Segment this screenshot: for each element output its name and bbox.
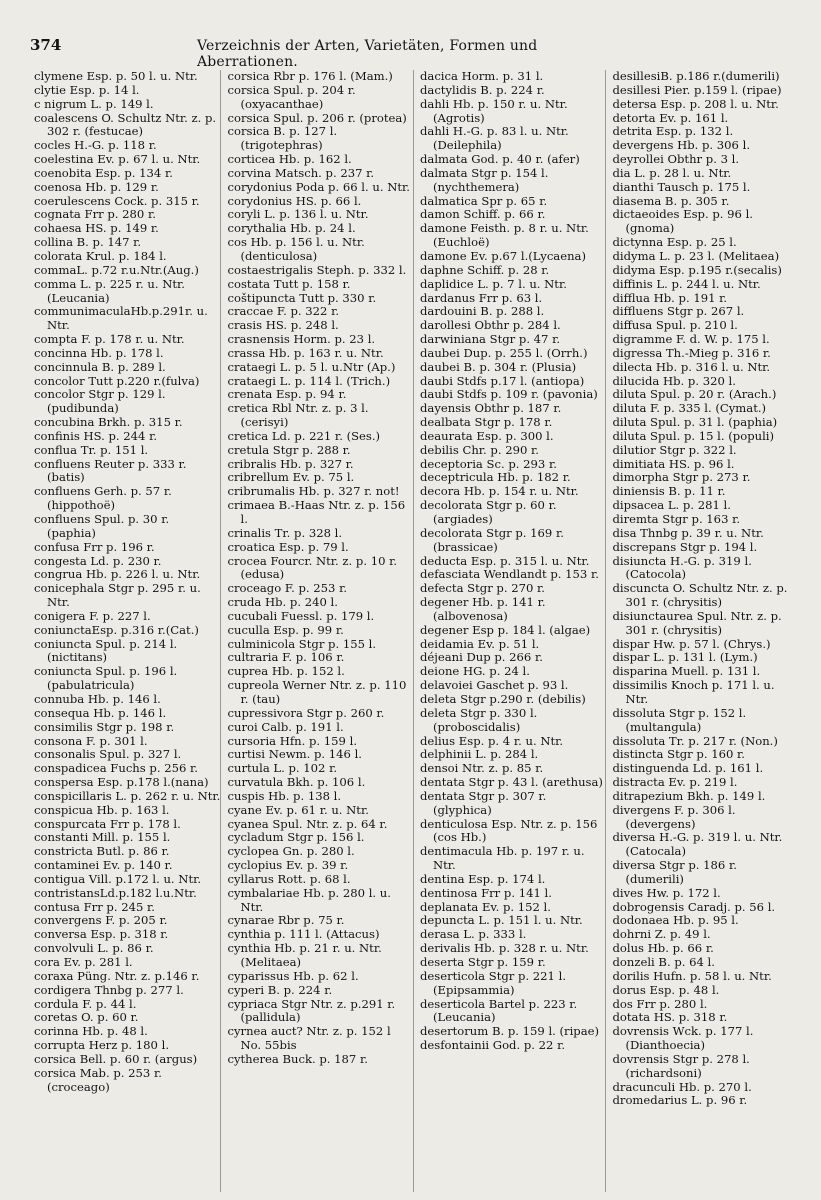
index-entry: deceptoria Sc. p. 293 r. (419, 456, 557, 471)
index-entry: confinis HS. p. 244 r. (34, 428, 158, 443)
index-entry: diversa H.-G. p. 319 l. u. Ntr. (Catocala) (612, 830, 783, 859)
index-entry: daubei Dup. p. 255 l. (Orrh.) (419, 345, 588, 360)
index-entry: defecta Stgr p. 270 r. (419, 581, 545, 596)
index-entry: concinna Hb. p. 178 l. (34, 345, 164, 360)
index-entry: deserticola Stgr p. 221 l. (Epipsammia) (419, 968, 567, 997)
index-entry: devergens Hb. p. 306 l. (612, 138, 751, 153)
index-entry: concubina Brkh. p. 315 r. (34, 415, 183, 430)
index-entry: clymene Esp. p. 50 l. u. Ntr. (34, 70, 198, 83)
index-entry: delavoiei Gaschet p. 93 l. (419, 678, 569, 693)
index-entry: corinna Hb. p. 48 l. (34, 1024, 148, 1039)
index-entry: detrita Esp. p. 132 l. (612, 124, 734, 139)
index-entry: derivalis Hb. p. 328 r. u. Ntr. (419, 941, 589, 956)
index-entry: cretica Ld. p. 221 r. (Ses.) (227, 428, 381, 443)
index-entry: cretula Stgr p. 288 r. (227, 442, 351, 457)
index-entry: curvatula Bkh. p. 106 l. (227, 775, 366, 790)
index-entry: dovrensis Wck. p. 177 l. (Dianthoecia) (612, 1024, 754, 1053)
index-entry: dissoluta Stgr p. 152 l. (multangula) (612, 705, 747, 734)
index-entry: cyrnea auct? Ntr. z. p. 152 l No. 55bis (227, 1024, 391, 1053)
index-entry: confluens Reuter p. 333 r. (batis) (34, 456, 187, 485)
index-column-4 (605, 70, 798, 1192)
index-entry: diluta Spul. p. 15 l. (populi) (612, 428, 775, 443)
index-entry: denticulosa Esp. Ntr. z. p. 156 (cos Hb.) (419, 816, 598, 845)
index-entry: cycladum Stgr p. 156 l. (227, 830, 365, 845)
index-entry: disiuncta H.-G. p. 319 l. (Catocola) (612, 553, 752, 582)
index-entry: dilecta Hb. p. 316 l. u. Ntr. (612, 359, 771, 374)
index-entry: distracta Ev. p. 219 l. (612, 775, 738, 790)
index-entry: contigua Vill. p.172 l. u. Ntr. (34, 871, 202, 886)
index-entry: dilutior Stgr p. 322 l. (612, 442, 737, 457)
index-entry: cyanea Spul. Ntr. z. p. 64 r. (227, 816, 388, 831)
index-entry: curtisi Newm. p. 146 l. (227, 747, 362, 762)
index-entry: deserta Stgr p. 159 r. (419, 955, 546, 969)
index-entry: diversa Stgr p. 186 r. (dumerili) (612, 858, 737, 886)
index-entry: dentata Stgr p. 307 r. (glyphica) (419, 788, 547, 817)
index-entry: dentinosa Frr p. 141 l. (419, 885, 552, 900)
index-entry: convolvuli L. p. 86 r. (34, 941, 154, 956)
index-entry: deserticola Bartel p. 223 r. (Leucania) (419, 996, 578, 1025)
index-entry: cultraria F. p. 106 r. (227, 650, 345, 665)
index-entry: deyrollei Obthr p. 3 l. (612, 152, 740, 167)
running-title: Verzeichnis der Arten, Varietäten, Formen und Aberrationen. (196, 38, 538, 70)
index-entry: didyma L. p. 23 l. (Melitaea) (612, 248, 780, 263)
index-entry: dromedarius L. p. 96 r. (612, 1093, 748, 1108)
index-entry: coštipuncta Tutt p. 330 r. (227, 290, 377, 305)
index-entry: depuncta L. p. 151 l. u. Ntr. (419, 913, 583, 928)
index-entry: coniuncta Spul. p. 196 l. (pabulatricula) (34, 664, 178, 693)
index-entry: convergens F. p. 205 r. (34, 913, 168, 928)
index-entry: conicephala Stgr p. 295 r. u. Ntr. (34, 581, 201, 610)
index-entry: dalmatica Spr p. 65 r. (419, 193, 548, 208)
index-entry: corsica B. p. 127 l. (trigotephras) (227, 124, 338, 153)
index-entry: dacica Horm. p. 31 l. (419, 70, 544, 83)
index-entry: degener Hb. p. 141 r. (albovenosa) (419, 595, 546, 623)
index-entry: deducta Esp. p. 315 l. u. Ntr. (419, 553, 590, 568)
index-entry: dipsacea L. p. 281 l. (612, 498, 731, 513)
index-entry: damone Feisth. p. 8 r. u. Ntr. (Euchloë) (419, 221, 589, 250)
index-column-3 (413, 70, 606, 1192)
index-entry: concolor Tutt p.220 r.(fulva) (34, 373, 200, 388)
index-entry: contaminei Ev. p. 140 r. (34, 858, 173, 873)
index-entry: diluta F. p. 335 l. (Cymat.) (612, 401, 767, 416)
index-entry: connuba Hb. p. 146 l. (34, 691, 161, 706)
index-entry: discuncta O. Schultz Ntr. z. p. 301 r. (chrysitis) (612, 581, 788, 610)
index-entry: dianthi Tausch p. 175 l. (612, 179, 751, 194)
index-entry: desillesi Pier. p.159 l. (ripae) (612, 82, 782, 97)
index-entry: collina B. p. 147 r. (34, 235, 142, 250)
index-entry: dohrni Z. p. 49 l. (612, 927, 711, 942)
index-entry: crocea Fourcr. Ntr. z. p. 10 r. (edusa) (227, 553, 398, 582)
index-entry: cupreola Werner Ntr. z. p. 110 r. (tau) (227, 678, 407, 706)
index-entry: ditrapezium Bkh. p. 149 l. (612, 788, 766, 803)
index-entry: déjeani Dup p. 266 r. (419, 650, 543, 665)
index-entry: daplidice L. p. 7 l. u. Ntr. (419, 276, 567, 291)
index-entry: diffluens Stgr p. 267 l. (612, 304, 745, 319)
index-entry: cynthia p. 111 l. (Attacus) (227, 927, 380, 942)
index-entry: dracunculi Hb. p. 270 l. (612, 1079, 752, 1094)
index-entry: deleta Stgr p.290 r. (debilis) (419, 691, 586, 706)
index-entry: dayensis Obthr p. 187 r. (419, 401, 562, 416)
index-entry: diffusa Spul. p. 210 l. (612, 318, 738, 333)
index-entry: cyclopea Gn. p. 280 l. (227, 844, 355, 859)
index-entry: distinguenda Ld. p. 161 l. (612, 761, 764, 776)
index-entry: decolorata Stgr p. 60 r. (argiades) (419, 498, 557, 526)
index-entry: diasema B. p. 305 r. (612, 193, 730, 208)
index-entry: craccae F. p. 322 r. (227, 304, 340, 319)
index-entry: consonalis Spul. p. 327 l. (34, 747, 182, 762)
index-entry: curoi Calb. p. 191 l. (227, 719, 344, 734)
index-entry: conspurcata Frr p. 178 l. (34, 816, 181, 831)
index-entry: damon Schiff. p. 66 r. (419, 207, 546, 222)
index-entry: cuspis Hb. p. 138 l. (227, 788, 342, 803)
index-entry: daubi Stdfs p. 109 r. (pavonia) (419, 387, 598, 402)
index-entry: diremta Stgr p. 163 r. (612, 512, 741, 526)
index-entry: dilucida Hb. p. 320 l. (612, 373, 736, 388)
index-entry: delphinii L. p. 284 l. (419, 747, 539, 762)
index-entry: consequa Hb. p. 146 l. (34, 705, 167, 720)
index-entry: croceago F. p. 253 r. (227, 581, 348, 596)
index-entry: desfontainii God. p. 22 r. (419, 1038, 566, 1053)
index-entry: coretas O. p. 60 r. (34, 1010, 139, 1025)
index-entry: densoi Ntr. z. p. 85 r. (419, 761, 544, 776)
index-entry: compta F. p. 178 r. u. Ntr. (34, 332, 185, 347)
index-entry: crimaea B.-Haas Ntr. z. p. 156 l. (227, 498, 406, 526)
index-entry: dolus Hb. p. 66 r. (612, 941, 714, 956)
index-entry: dictaeoides Esp. p. 96 l. (gnoma) (612, 207, 753, 236)
index-entry: degener Esp p. 184 l. (algae) (419, 622, 591, 637)
index-entry: contristansLd.p.182 l.u.Ntr. (34, 885, 197, 900)
index-entry: coerulescens Cock. p. 315 r. (34, 193, 200, 208)
index-entry: daphne Schiff. p. 28 r. (419, 262, 550, 277)
index-entry: cretica Rbl Ntr. z. p. 3 l. (cerisyi) (227, 401, 369, 430)
index-entry: cora Ev. p. 281 l. (34, 955, 133, 969)
index-entry: deceptricula Hb. p. 182 r. (419, 470, 571, 485)
index-entry: confluens Gerh. p. 57 r. (hippothoë) (34, 484, 172, 513)
index-entry: corythalia Hb. p. 24 l. (227, 221, 356, 236)
index-entry: darwiniana Stgr p. 47 r. (419, 332, 561, 347)
index-entry: discrepans Stgr p. 194 l. (612, 539, 758, 554)
index-entry: dentata Stgr p. 43 l. (arethusa) (419, 775, 603, 790)
index-entry: corydonius Poda p. 66 l. u. Ntr. (227, 179, 410, 194)
index-entry: cytherea Buck. p. 187 r. (227, 1051, 368, 1066)
index-entry: cordula F. p. 44 l. (34, 996, 137, 1011)
index-entry: cuculla Esp. p. 99 r. (227, 622, 344, 637)
index-entry: deleta Stgr p. 330 l. (proboscidalis) (419, 705, 538, 734)
index-entry: coryli L. p. 136 l. u. Ntr. (227, 207, 369, 222)
index-entry: deidamia Ev. p. 51 l. (419, 636, 540, 651)
index-entry: cymbalariae Hb. p. 280 l. u. Ntr. (227, 885, 391, 914)
index-entry: comma L. p. 225 r. u. Ntr. (Leucania) (34, 276, 185, 305)
index-entry: debilis Chr. p. 290 r. (419, 442, 539, 457)
index-entry: dentimacula Hb. p. 197 r. u. Ntr. (419, 844, 585, 873)
index-entry: crataegi L. p. 5 l. u.Ntr (Ap.) (227, 359, 396, 374)
index-entry: cruda Hb. p. 240 l. (227, 595, 338, 610)
index-entry: colorata Krul. p. 184 l. (34, 248, 167, 263)
index-entry: digramme F. d. W. p. 175 l. (612, 332, 770, 347)
index-entry: coniunctaEsp. p.316 r.(Cat.) (34, 622, 199, 637)
page-header (30, 36, 630, 70)
index-entry: daubi Stdfs p.17 l. (antiopa) (419, 373, 585, 388)
index-entry: didyma Esp. p.195 r.(secalis) (612, 262, 782, 277)
index-entry: confluens Spul. p. 30 r. (paphia) (34, 512, 170, 540)
index-entry: cynarae Rbr p. 75 r. (227, 913, 345, 928)
index-entry: dalmata God. p. 40 r. (afer) (419, 152, 580, 167)
index-entry: dardouini B. p. 288 l. (419, 304, 545, 319)
index-entry: consimilis Stgr p. 198 r. (34, 719, 175, 734)
index-entry: crasis HS. p. 248 l. (227, 318, 339, 333)
index-entry: corsica Spul. p. 206 r. (protea) (227, 110, 407, 125)
index-entry: congesta Ld. p. 230 r. (34, 553, 162, 568)
index-entry: constanti Mill. p. 155 l. (34, 830, 171, 845)
index-entry: dia L. p. 28 l. u. Ntr. (612, 165, 732, 180)
index-entry: constricta Butl. p. 86 r. (34, 844, 170, 859)
index-entry: cognata Frr p. 280 r. (34, 207, 156, 222)
index-entry: congrua Hb. p. 226 l. u. Ntr. (34, 567, 201, 582)
index-entry: dives Hw. p. 172 l. (612, 885, 721, 900)
index-entry: detorta Ev. p. 161 l. (612, 110, 729, 125)
index-entry: diluta Spul. p. 31 l. (paphia) (612, 415, 778, 430)
index-entry: dactylidis B. p. 224 r. (419, 82, 545, 97)
index-entry: desillesiB. p.186 r.(dumerili) (612, 70, 780, 83)
index-entry: conspersa Esp. p.178 l.(nana) (34, 775, 209, 790)
index-entry: corsica Rbr p. 176 l. (Mam.) (227, 70, 393, 83)
index-entry: coelestina Ev. p. 67 l. u. Ntr. (34, 152, 201, 167)
index-entry: corvina Matsch. p. 237 r. (227, 165, 375, 180)
index-entry: conspadicea Fuchs p. 256 r. (34, 761, 198, 776)
index-entry: disiunctaurea Spul. Ntr. z. p. 301 r. (chrysitis) (612, 608, 782, 637)
index-entry: cuprea Hb. p. 152 l. (227, 664, 345, 679)
index-entry: decora Hb. p. 154 r. u. Ntr. (419, 484, 579, 499)
index-entry: cocles H.-G. p. 118 r. (34, 138, 157, 153)
index-entry: decolorata Stgr p. 169 r. (brassicae) (419, 525, 564, 554)
index-entry: delius Esp. p. 4 r. u. Ntr. (419, 733, 564, 748)
index-entry: diluta Spul. p. 20 r. (Arach.) (612, 387, 777, 402)
index-entry: corsica Spul. p. 204 r. (oxyacanthae) (227, 82, 356, 111)
index-entry: cyperi B. p. 224 r. (227, 982, 333, 997)
index-entry: cribrumalis Hb. p. 327 r. not! (227, 484, 400, 499)
index-entry: daubei B. p. 304 r. (Plusia) (419, 359, 577, 374)
index-entry: cyclopius Ev. p. 39 r. (227, 858, 349, 873)
index-entry: diffinis L. p. 244 l. u. Ntr. (612, 276, 761, 291)
index-entry: deaurata Esp. p. 300 l. (419, 428, 554, 443)
index-entry: corsica Mab. p. 253 r. (croceago) (34, 1065, 162, 1094)
index-entry: dahli Hb. p. 150 r. u. Ntr. (Agrotis) (419, 96, 568, 125)
index-entry: coniuncta Spul. p. 214 l. (nictitans) (34, 636, 178, 665)
index-entry: dentina Esp. p. 174 l. (419, 871, 546, 886)
index-entry: dos Frr p. 280 l. (612, 996, 708, 1011)
index-entry: coenobita Esp. p. 134 r. (34, 165, 173, 180)
index-entry: dahli H.-G. p. 83 l. u. Ntr. (Deilephila) (419, 124, 569, 153)
index-entry: dictynna Esp. p. 25 l. (612, 235, 737, 250)
index-entry: costata Tutt p. 158 r. (227, 276, 351, 291)
index-entry: dimitiata HS. p. 96 l. (612, 456, 735, 471)
index-entry: cyane Ev. p. 61 r. u. Ntr. (227, 802, 369, 817)
index-entry: cohaesa HS. p. 149 r. (34, 221, 159, 236)
index-entry: disa Thnbg p. 39 r. u. Ntr. (612, 525, 764, 540)
index-entry: contusa Frr p. 245 r. (34, 899, 155, 914)
index-entry: costaestrigalis Steph. p. 332 l. (227, 262, 407, 277)
index-entry: conspicua Hb. p. 163 l. (34, 802, 170, 817)
index-entry: cribrellum Ev. p. 75 l. (227, 470, 355, 485)
index-entry: cos Hb. p. 156 l. u. Ntr. (denticulosa) (227, 235, 365, 263)
index-entry: cypriaca Stgr Ntr. z. p.291 r. (pallidula) (227, 996, 396, 1025)
index-entry: commaL. p.72 r.u.Ntr.(Aug.) (34, 262, 199, 277)
index-entry: crinalis Tr. p. 328 l. (227, 525, 343, 540)
index-entry: coraxa Püng. Ntr. z. p.146 r. (34, 968, 200, 983)
index-entry: crasnensis Horm. p. 23 l. (227, 332, 376, 347)
index-entry: curtula L. p. 102 r. (227, 761, 338, 776)
index-entry: detersa Esp. p. 208 l. u. Ntr. (612, 96, 779, 111)
index-entry: diniensis B. p. 11 r. (612, 484, 726, 499)
index-entry: dissimilis Knoch p. 171 l. u. Ntr. (612, 678, 775, 706)
index-entry: cucubali Fuessl. p. 179 l. (227, 608, 375, 623)
index-entry: difflua Hb. p. 191 r. (612, 290, 728, 305)
index-entry: digressa Th.-Mieg p. 316 r. (612, 345, 771, 360)
index-entry: communimaculaHb.p.291r. u. Ntr. (34, 304, 208, 333)
index-entry: cupressivora Stgr p. 260 r. (227, 705, 385, 720)
index-entry: defasciata Wendlandt p. 153 r. (419, 567, 599, 582)
index-entry: corsica Bell. p. 60 r. (argus) (34, 1051, 198, 1066)
index-entry: crataegi L. p. 114 l. (Trich.) (227, 373, 391, 388)
index-entry: concinnula B. p. 289 l. (34, 359, 166, 374)
index-entry: distincta Stgr p. 160 r. (612, 747, 745, 762)
index-entry: dovrensis Stgr p. 278 l. (richardsoni) (612, 1051, 750, 1080)
index-entry: conigera F. p. 227 l. (34, 608, 151, 623)
index-entry: conspicillaris L. p. 262 r. u. Ntr. (34, 788, 221, 803)
index-entry: desertorum B. p. 159 l. (ripae) (419, 1024, 600, 1039)
index-entry: coalescens O. Schultz Ntr. z. p. 302 r. (festucae) (34, 110, 217, 139)
index-columns (28, 70, 798, 1192)
index-entry: deione HG. p. 24 l. (419, 664, 530, 679)
index-entry: dardanus Frr p. 63 l. (419, 290, 543, 305)
index-entry: dimorpha Stgr p. 273 r. (612, 470, 751, 485)
index-entry: cynthia Hb. p. 21 r. u. Ntr. (Melitaea) (227, 941, 382, 969)
index-entry: divergens F. p. 306 l. (devergens) (612, 802, 736, 831)
index-entry: dotata HS. p. 318 r. (612, 1010, 728, 1025)
index-entry: darollesi Obthr p. 284 l. (419, 318, 561, 333)
index-entry: cribralis Hb. p. 327 r. (227, 456, 354, 471)
index-entry: cyllarus Rott. p. 68 l. (227, 871, 351, 886)
index-entry: clytie Esp. p. 14 l. (34, 82, 140, 97)
index-entry: coenosa Hb. p. 129 r. (34, 179, 159, 194)
index-entry: crassa Hb. p. 163 r. u. Ntr. (227, 345, 384, 360)
index-entry: cordigera Thnbg p. 277 l. (34, 982, 184, 997)
index-entry: dispar Hw. p. 57 l. (Chrys.) (612, 636, 771, 651)
index-entry: c nigrum L. p. 149 l. (34, 96, 154, 111)
index-entry: disparina Muell. p. 131 l. (612, 664, 761, 679)
index-entry: dorus Esp. p. 48 l. (612, 982, 720, 997)
index-entry: dobrogensis Caradj. p. 56 l. (612, 899, 776, 914)
index-entry: damone Ev. p.67 l.(Lycaena) (419, 248, 586, 263)
index-entry: dissoluta Tr. p. 217 r. (Non.) (612, 733, 778, 748)
page-number: 374 (30, 36, 62, 54)
index-entry: corydonius HS. p. 66 l. (227, 193, 362, 208)
index-entry: culminicola Stgr p. 155 l. (227, 636, 377, 651)
index-entry: conflua Tr. p. 151 l. (34, 442, 149, 457)
index-entry: dispar L. p. 131 l. (Lym.) (612, 650, 758, 665)
index-entry: corticea Hb. p. 162 l. (227, 152, 352, 167)
index-entry: confusa Frr p. 196 r. (34, 539, 155, 554)
index-entry: donzeli B. p. 64 l. (612, 955, 715, 969)
index-column-1 (28, 70, 220, 1192)
index-entry: consona F. p. 301 l. (34, 733, 148, 748)
index-entry: cursoria Hfn. p. 159 l. (227, 733, 358, 748)
index-entry: dorilis Hufn. p. 58 l. u. Ntr. (612, 968, 772, 983)
index-entry: deplanata Ev. p. 152 l. (419, 899, 551, 914)
index-entry: dalmata Stgr p. 154 l. (nychthemera) (419, 165, 549, 194)
index-entry: dodonaea Hb. p. 95 l. (612, 913, 739, 928)
index-entry: derasa L. p. 333 l. (419, 927, 527, 942)
index-entry: crenata Esp. p. 94 r. (227, 387, 347, 402)
index-entry: conversa Esp. p. 318 r. (34, 927, 169, 942)
index-entry: cyparissus Hb. p. 62 l. (227, 968, 359, 983)
index-entry: corrupta Herz p. 180 l. (34, 1038, 170, 1053)
index-entry: concolor Stgr p. 129 l. (pudibunda) (34, 387, 166, 416)
index-entry: dealbata Stgr p. 178 r. (419, 415, 553, 430)
index-entry: croatica Esp. p. 79 l. (227, 539, 349, 554)
index-column-2 (220, 70, 413, 1192)
